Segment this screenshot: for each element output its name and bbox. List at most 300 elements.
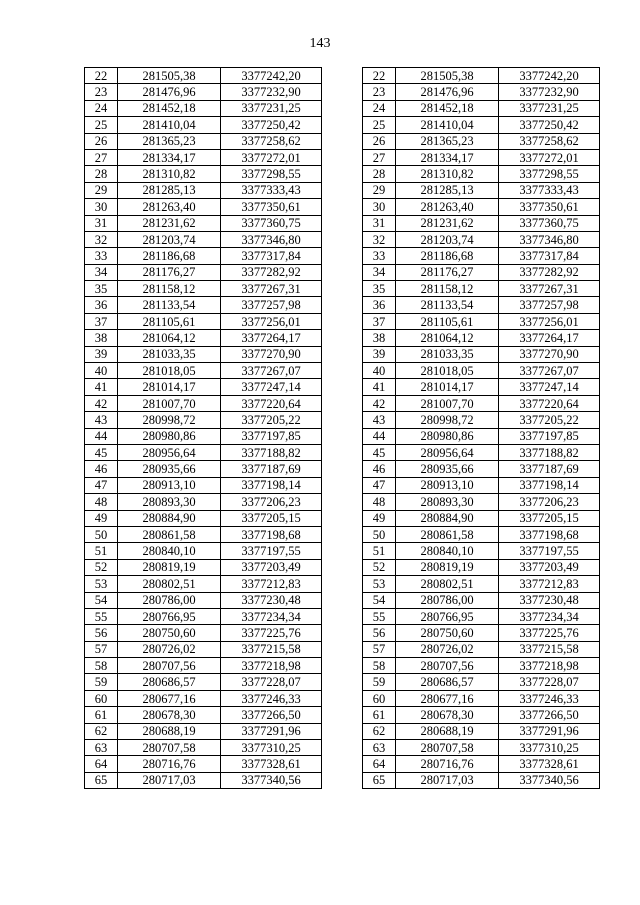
- x-coordinate-cell: 280884,90: [396, 510, 499, 526]
- table-row: [85, 346, 322, 362]
- table-row: [85, 526, 322, 542]
- point-number-cell: 61: [363, 707, 396, 723]
- point-number-cell: 27: [85, 149, 118, 165]
- y-coordinate-cell: 3377360,75: [221, 215, 322, 231]
- y-coordinate-cell: 3377198,14: [221, 477, 322, 493]
- x-coordinate-cell: 280819,19: [396, 559, 499, 575]
- x-coordinate-cell: 280861,58: [118, 526, 221, 542]
- table-row: [363, 576, 600, 592]
- y-coordinate-cell: 3377317,84: [499, 248, 600, 264]
- x-coordinate-cell: 281452,18: [118, 100, 221, 116]
- point-number-cell: 62: [363, 723, 396, 739]
- point-number-cell: 24: [85, 100, 118, 116]
- x-coordinate-cell: 281452,18: [396, 100, 499, 116]
- x-coordinate-cell: 280686,57: [396, 674, 499, 690]
- point-number-cell: 25: [85, 117, 118, 133]
- y-coordinate-cell: 3377267,31: [499, 281, 600, 297]
- y-coordinate-cell: 3377205,15: [221, 510, 322, 526]
- y-coordinate-cell: 3377198,14: [499, 477, 600, 493]
- x-coordinate-cell: 281158,12: [118, 281, 221, 297]
- y-coordinate-cell: 3377250,42: [499, 117, 600, 133]
- point-number-cell: 28: [363, 166, 396, 182]
- table-row: [363, 100, 600, 116]
- table-row: [85, 379, 322, 395]
- point-number-cell: 43: [363, 412, 396, 428]
- y-coordinate-cell: 3377230,48: [221, 592, 322, 608]
- x-coordinate-cell: 281018,05: [118, 363, 221, 379]
- table-row: [85, 117, 322, 133]
- y-coordinate-cell: 3377206,23: [221, 494, 322, 510]
- point-number-cell: 58: [363, 658, 396, 674]
- x-coordinate-cell: 280884,90: [118, 510, 221, 526]
- table-row: [363, 658, 600, 674]
- table-row: [85, 100, 322, 116]
- point-number-cell: 59: [363, 674, 396, 690]
- x-coordinate-cell: 281133,54: [396, 297, 499, 313]
- table-row: [363, 608, 600, 624]
- table-row: [85, 330, 322, 346]
- y-coordinate-cell: 3377256,01: [221, 313, 322, 329]
- x-coordinate-cell: 281365,23: [396, 133, 499, 149]
- y-coordinate-cell: 3377328,61: [499, 756, 600, 772]
- x-coordinate-cell: 281018,05: [396, 363, 499, 379]
- point-number-cell: 41: [85, 379, 118, 395]
- x-coordinate-cell: 280678,30: [118, 707, 221, 723]
- y-coordinate-cell: 3377188,82: [221, 444, 322, 460]
- x-coordinate-cell: 280677,16: [118, 690, 221, 706]
- x-coordinate-cell: 280819,19: [118, 559, 221, 575]
- table-row: [363, 461, 600, 477]
- point-number-cell: 34: [363, 264, 396, 280]
- y-coordinate-cell: 3377220,64: [499, 395, 600, 411]
- point-number-cell: 55: [85, 608, 118, 624]
- x-coordinate-cell: 281476,96: [118, 84, 221, 100]
- table-row: [85, 543, 322, 559]
- table-row: [363, 477, 600, 493]
- y-coordinate-cell: 3377340,56: [221, 772, 322, 788]
- x-coordinate-cell: 280956,64: [396, 444, 499, 460]
- table-row: [85, 428, 322, 444]
- y-coordinate-cell: 3377256,01: [499, 313, 600, 329]
- y-coordinate-cell: 3377328,61: [221, 756, 322, 772]
- x-coordinate-cell: 281263,40: [396, 199, 499, 215]
- x-coordinate-cell: 281505,38: [118, 68, 221, 84]
- point-number-cell: 50: [85, 526, 118, 542]
- point-number-cell: 30: [363, 199, 396, 215]
- table-row: [363, 346, 600, 362]
- x-coordinate-cell: 280935,66: [396, 461, 499, 477]
- y-coordinate-cell: 3377291,96: [221, 723, 322, 739]
- y-coordinate-cell: 3377333,43: [221, 182, 322, 198]
- table-row: [85, 149, 322, 165]
- y-coordinate-cell: 3377267,31: [221, 281, 322, 297]
- point-number-cell: 30: [85, 199, 118, 215]
- table-row: [363, 231, 600, 247]
- x-coordinate-cell: 280786,00: [396, 592, 499, 608]
- x-coordinate-cell: 281505,38: [396, 68, 499, 84]
- point-number-cell: 29: [363, 182, 396, 198]
- y-coordinate-cell: 3377228,07: [499, 674, 600, 690]
- table-row: [85, 690, 322, 706]
- point-number-cell: 57: [85, 641, 118, 657]
- y-coordinate-cell: 3377270,90: [499, 346, 600, 362]
- y-coordinate-cell: 3377205,15: [499, 510, 600, 526]
- table-row: [85, 559, 322, 575]
- point-number-cell: 63: [85, 740, 118, 756]
- point-number-cell: 31: [363, 215, 396, 231]
- point-number-cell: 52: [85, 559, 118, 575]
- table-row: [85, 264, 322, 280]
- point-number-cell: 45: [363, 444, 396, 460]
- y-coordinate-cell: 3377188,82: [499, 444, 600, 460]
- x-coordinate-cell: 281231,62: [396, 215, 499, 231]
- y-coordinate-cell: 3377258,62: [499, 133, 600, 149]
- table-row: [85, 444, 322, 460]
- x-coordinate-cell: 280893,30: [396, 494, 499, 510]
- x-coordinate-cell: 281033,35: [396, 346, 499, 362]
- table-row: [363, 215, 600, 231]
- table-body: [85, 68, 322, 789]
- point-number-cell: 26: [85, 133, 118, 149]
- point-number-cell: 62: [85, 723, 118, 739]
- point-number-cell: 53: [363, 576, 396, 592]
- point-number-cell: 53: [85, 576, 118, 592]
- x-coordinate-cell: 281105,61: [118, 313, 221, 329]
- y-coordinate-cell: 3377220,64: [221, 395, 322, 411]
- x-coordinate-cell: 280707,56: [118, 658, 221, 674]
- y-coordinate-cell: 3377317,84: [221, 248, 322, 264]
- y-coordinate-cell: 3377346,80: [499, 231, 600, 247]
- table-row: [363, 84, 600, 100]
- x-coordinate-cell: 280677,16: [396, 690, 499, 706]
- table-row: [85, 723, 322, 739]
- table-row: [85, 477, 322, 493]
- y-coordinate-cell: 3377187,69: [221, 461, 322, 477]
- y-coordinate-cell: 3377272,01: [221, 149, 322, 165]
- table-row: [85, 182, 322, 198]
- point-number-cell: 60: [85, 690, 118, 706]
- table-row: [363, 592, 600, 608]
- point-number-cell: 57: [363, 641, 396, 657]
- table-row: [85, 740, 322, 756]
- y-coordinate-cell: 3377333,43: [499, 182, 600, 198]
- x-coordinate-cell: 281410,04: [396, 117, 499, 133]
- x-coordinate-cell: 281334,17: [396, 149, 499, 165]
- point-number-cell: 64: [85, 756, 118, 772]
- point-number-cell: 32: [85, 231, 118, 247]
- coordinates-table-left: [84, 67, 322, 789]
- x-coordinate-cell: 281033,35: [118, 346, 221, 362]
- point-number-cell: 47: [85, 477, 118, 493]
- x-coordinate-cell: 280707,58: [118, 740, 221, 756]
- table-row: [85, 313, 322, 329]
- point-number-cell: 65: [85, 772, 118, 788]
- point-number-cell: 36: [363, 297, 396, 313]
- x-coordinate-cell: 281186,68: [396, 248, 499, 264]
- table-row: [363, 133, 600, 149]
- y-coordinate-cell: 3377246,33: [499, 690, 600, 706]
- table-row: [363, 444, 600, 460]
- coordinates-table-right: [362, 67, 600, 789]
- point-number-cell: 39: [363, 346, 396, 362]
- table-row: [363, 756, 600, 772]
- table-row: [85, 395, 322, 411]
- table-row: [363, 379, 600, 395]
- x-coordinate-cell: 280717,03: [118, 772, 221, 788]
- x-coordinate-cell: 281410,04: [118, 117, 221, 133]
- x-coordinate-cell: 280716,76: [396, 756, 499, 772]
- table-row: [363, 248, 600, 264]
- table-row: [363, 510, 600, 526]
- x-coordinate-cell: 281263,40: [118, 199, 221, 215]
- y-coordinate-cell: 3377218,98: [221, 658, 322, 674]
- x-coordinate-cell: 281158,12: [396, 281, 499, 297]
- y-coordinate-cell: 3377266,50: [499, 707, 600, 723]
- point-number-cell: 42: [85, 395, 118, 411]
- point-number-cell: 28: [85, 166, 118, 182]
- table-row: [85, 625, 322, 641]
- x-coordinate-cell: 281105,61: [396, 313, 499, 329]
- y-coordinate-cell: 3377350,61: [499, 199, 600, 215]
- point-number-cell: 46: [363, 461, 396, 477]
- point-number-cell: 63: [363, 740, 396, 756]
- y-coordinate-cell: 3377206,23: [499, 494, 600, 510]
- y-coordinate-cell: 3377215,58: [499, 641, 600, 657]
- point-number-cell: 54: [363, 592, 396, 608]
- point-number-cell: 65: [363, 772, 396, 788]
- point-number-cell: 64: [363, 756, 396, 772]
- x-coordinate-cell: 280956,64: [118, 444, 221, 460]
- x-coordinate-cell: 280678,30: [396, 707, 499, 723]
- y-coordinate-cell: 3377230,48: [499, 592, 600, 608]
- point-number-cell: 52: [363, 559, 396, 575]
- y-coordinate-cell: 3377267,07: [221, 363, 322, 379]
- x-coordinate-cell: 280802,51: [118, 576, 221, 592]
- y-coordinate-cell: 3377198,68: [221, 526, 322, 542]
- point-number-cell: 45: [85, 444, 118, 460]
- x-coordinate-cell: 280717,03: [396, 772, 499, 788]
- point-number-cell: 36: [85, 297, 118, 313]
- point-number-cell: 46: [85, 461, 118, 477]
- y-coordinate-cell: 3377310,25: [499, 740, 600, 756]
- x-coordinate-cell: 280707,58: [396, 740, 499, 756]
- point-number-cell: 56: [85, 625, 118, 641]
- y-coordinate-cell: 3377197,55: [221, 543, 322, 559]
- y-coordinate-cell: 3377247,14: [221, 379, 322, 395]
- point-number-cell: 54: [85, 592, 118, 608]
- table-row: [85, 68, 322, 84]
- y-coordinate-cell: 3377242,20: [221, 68, 322, 84]
- x-coordinate-cell: 280686,57: [118, 674, 221, 690]
- table-row: [363, 297, 600, 313]
- y-coordinate-cell: 3377203,49: [499, 559, 600, 575]
- x-coordinate-cell: 280750,60: [118, 625, 221, 641]
- x-coordinate-cell: 280980,86: [396, 428, 499, 444]
- point-number-cell: 27: [363, 149, 396, 165]
- x-coordinate-cell: 280716,76: [118, 756, 221, 772]
- point-number-cell: 24: [363, 100, 396, 116]
- point-number-cell: 31: [85, 215, 118, 231]
- y-coordinate-cell: 3377340,56: [499, 772, 600, 788]
- y-coordinate-cell: 3377257,98: [499, 297, 600, 313]
- x-coordinate-cell: 281285,13: [396, 182, 499, 198]
- table-row: [85, 248, 322, 264]
- point-number-cell: 35: [363, 281, 396, 297]
- point-number-cell: 25: [363, 117, 396, 133]
- table-row: [85, 608, 322, 624]
- table-row: [363, 526, 600, 542]
- y-coordinate-cell: 3377258,62: [221, 133, 322, 149]
- point-number-cell: 61: [85, 707, 118, 723]
- y-coordinate-cell: 3377218,98: [499, 658, 600, 674]
- x-coordinate-cell: 281176,27: [118, 264, 221, 280]
- x-coordinate-cell: 281365,23: [118, 133, 221, 149]
- point-number-cell: 22: [363, 68, 396, 84]
- point-number-cell: 50: [363, 526, 396, 542]
- point-number-cell: 43: [85, 412, 118, 428]
- table-row: [85, 707, 322, 723]
- y-coordinate-cell: 3377310,25: [221, 740, 322, 756]
- x-coordinate-cell: 280935,66: [118, 461, 221, 477]
- point-number-cell: 34: [85, 264, 118, 280]
- table-row: [363, 166, 600, 182]
- x-coordinate-cell: 280998,72: [396, 412, 499, 428]
- point-number-cell: 48: [363, 494, 396, 510]
- point-number-cell: 59: [85, 674, 118, 690]
- table-row: [363, 690, 600, 706]
- x-coordinate-cell: 280688,19: [118, 723, 221, 739]
- y-coordinate-cell: 3377198,68: [499, 526, 600, 542]
- table-row: [363, 281, 600, 297]
- x-coordinate-cell: 281133,54: [118, 297, 221, 313]
- x-coordinate-cell: 281310,82: [396, 166, 499, 182]
- page-number: 143: [309, 36, 331, 51]
- x-coordinate-cell: 281176,27: [396, 264, 499, 280]
- y-coordinate-cell: 3377225,76: [499, 625, 600, 641]
- point-number-cell: 22: [85, 68, 118, 84]
- point-number-cell: 37: [85, 313, 118, 329]
- table-row: [363, 723, 600, 739]
- table-row: [363, 149, 600, 165]
- table-row: [85, 461, 322, 477]
- table-row: [363, 674, 600, 690]
- y-coordinate-cell: 3377232,90: [499, 84, 600, 100]
- table-row: [363, 772, 600, 788]
- y-coordinate-cell: 3377360,75: [499, 215, 600, 231]
- y-coordinate-cell: 3377197,55: [499, 543, 600, 559]
- point-number-cell: 47: [363, 477, 396, 493]
- y-coordinate-cell: 3377264,17: [499, 330, 600, 346]
- table-row: [363, 182, 600, 198]
- y-coordinate-cell: 3377267,07: [499, 363, 600, 379]
- x-coordinate-cell: 280688,19: [396, 723, 499, 739]
- y-coordinate-cell: 3377298,55: [221, 166, 322, 182]
- x-coordinate-cell: 280707,56: [396, 658, 499, 674]
- point-number-cell: 29: [85, 182, 118, 198]
- y-coordinate-cell: 3377291,96: [499, 723, 600, 739]
- y-coordinate-cell: 3377231,25: [499, 100, 600, 116]
- y-coordinate-cell: 3377231,25: [221, 100, 322, 116]
- x-coordinate-cell: 280726,02: [396, 641, 499, 657]
- point-number-cell: 44: [363, 428, 396, 444]
- x-coordinate-cell: 280980,86: [118, 428, 221, 444]
- point-number-cell: 23: [85, 84, 118, 100]
- x-coordinate-cell: 281334,17: [118, 149, 221, 165]
- x-coordinate-cell: 280998,72: [118, 412, 221, 428]
- table-row: [363, 264, 600, 280]
- y-coordinate-cell: 3377234,34: [221, 608, 322, 624]
- table-row: [85, 756, 322, 772]
- x-coordinate-cell: 281476,96: [396, 84, 499, 100]
- table-row: [363, 707, 600, 723]
- table-row: [363, 313, 600, 329]
- table-row: [363, 199, 600, 215]
- table-row: [85, 297, 322, 313]
- x-coordinate-cell: 280766,95: [396, 608, 499, 624]
- point-number-cell: 60: [363, 690, 396, 706]
- table-row: [363, 412, 600, 428]
- point-number-cell: 56: [363, 625, 396, 641]
- table-row: [85, 592, 322, 608]
- x-coordinate-cell: 281310,82: [118, 166, 221, 182]
- x-coordinate-cell: 281203,74: [118, 231, 221, 247]
- y-coordinate-cell: 3377247,14: [499, 379, 600, 395]
- table-row: [85, 231, 322, 247]
- table-row: [85, 133, 322, 149]
- table-row: [85, 641, 322, 657]
- y-coordinate-cell: 3377257,98: [221, 297, 322, 313]
- x-coordinate-cell: 280766,95: [118, 608, 221, 624]
- table-row: [85, 199, 322, 215]
- point-number-cell: 55: [363, 608, 396, 624]
- table-row: [85, 510, 322, 526]
- x-coordinate-cell: 281014,17: [118, 379, 221, 395]
- table-row: [85, 166, 322, 182]
- x-coordinate-cell: 281203,74: [396, 231, 499, 247]
- x-coordinate-cell: 280802,51: [396, 576, 499, 592]
- x-coordinate-cell: 281285,13: [118, 182, 221, 198]
- table-body: [363, 68, 600, 789]
- point-number-cell: 51: [85, 543, 118, 559]
- table-row: [85, 281, 322, 297]
- table-row: [85, 363, 322, 379]
- x-coordinate-cell: 280786,00: [118, 592, 221, 608]
- y-coordinate-cell: 3377232,90: [221, 84, 322, 100]
- point-number-cell: 38: [363, 330, 396, 346]
- point-number-cell: 32: [363, 231, 396, 247]
- x-coordinate-cell: 280913,10: [118, 477, 221, 493]
- table-row: [85, 674, 322, 690]
- table-row: [85, 494, 322, 510]
- x-coordinate-cell: 281064,12: [118, 330, 221, 346]
- x-coordinate-cell: 280861,58: [396, 526, 499, 542]
- point-number-cell: 40: [363, 363, 396, 379]
- point-number-cell: 38: [85, 330, 118, 346]
- y-coordinate-cell: 3377203,49: [221, 559, 322, 575]
- table-row: [85, 215, 322, 231]
- table-row: [363, 363, 600, 379]
- x-coordinate-cell: 280913,10: [396, 477, 499, 493]
- point-number-cell: 51: [363, 543, 396, 559]
- point-number-cell: 41: [363, 379, 396, 395]
- y-coordinate-cell: 3377215,58: [221, 641, 322, 657]
- y-coordinate-cell: 3377187,69: [499, 461, 600, 477]
- point-number-cell: 40: [85, 363, 118, 379]
- point-number-cell: 49: [85, 510, 118, 526]
- y-coordinate-cell: 3377266,50: [221, 707, 322, 723]
- x-coordinate-cell: 280840,10: [118, 543, 221, 559]
- y-coordinate-cell: 3377282,92: [221, 264, 322, 280]
